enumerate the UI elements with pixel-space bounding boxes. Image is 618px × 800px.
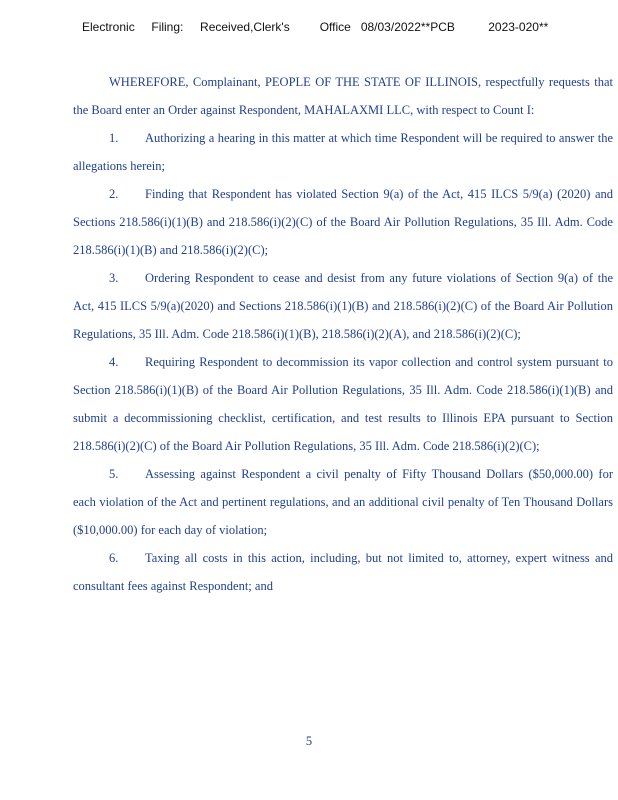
wherefore-paragraph: WHEREFORE, Complainant, PEOPLE OF THE STATE OF ILLINOIS, respectfully requests that the Board enter an Order against Respondent, MAHALAXMI LLC, with respect to Count I: bbox=[73, 75, 613, 117]
filing-stamp-header: Electronic Filing: Received,Clerk's Office 08/03/2022**PCB 2023-020** bbox=[82, 20, 549, 34]
item-text: Authorizing a hearing in this matter at which time Respondent will be required to answer the allegations herein; bbox=[73, 131, 613, 173]
prayer-item-2 bbox=[73, 180, 613, 264]
item-number: 5. bbox=[109, 467, 119, 481]
item-text: Taxing all costs in this action, including, but not limited to, attorney, expert witness and consultant fees against Respondent; and bbox=[73, 551, 613, 593]
item-text: Requiring Respondent to decommission its vapor collection and control system pursuant to Section 218.586(i)(1)(B) of the Board Air Pollution Regulations, 35 Ill. Adm. Code 218.586(i)(1)(B) and submit a decommissioning checklist, certification, and test results to Illinois EPA pursuant to Section 218.586(i)(2)(C) of the Board Air Pollution Regulations, 35 Ill. Adm. Code 218.586(i)(2)(C); bbox=[73, 355, 613, 453]
item-number: 3. bbox=[109, 271, 119, 285]
prayer-item-4 bbox=[73, 348, 613, 460]
prayer-item-6 bbox=[73, 544, 613, 600]
page-number: 5 bbox=[305, 734, 313, 748]
prayer-item-1 bbox=[73, 124, 613, 180]
item-text: Assessing against Respondent a civil penalty of Fifty Thousand Dollars ($50,000.00) for each violation of the Act and pertinent regulations, and an additional civil penalty of Ten Thousand Dollars ($10,000.00) for each day of violation; bbox=[73, 467, 613, 537]
item-number: 2. bbox=[109, 187, 119, 201]
item-number: 1. bbox=[109, 131, 119, 145]
document-body bbox=[73, 68, 613, 600]
item-number: 4. bbox=[109, 355, 119, 369]
prayer-item-3 bbox=[73, 264, 613, 348]
item-number: 6. bbox=[109, 551, 119, 565]
item-text: Ordering Respondent to cease and desist from any future violations of Section 9(a) of the Act, 415 ILCS 5/9(a)(2020) and Sections 218.586(i)(1)(B) and 218.586(i)(2)(C) of the Board Air Pollution Regulations, 35 Ill. Adm. Code 218.586(i)(1)(B), 218.586(i)(2)(A), and 218.586(i)(2)(C); bbox=[73, 271, 613, 341]
item-text: Finding that Respondent has violated Section 9(a) of the Act, 415 ILCS 5/9(a) (2020) and Sections 218.586(i)(1)(B) and 218.586(i)(2)(C) of the Board Air Pollution Regulations, 35 Ill. Adm. Code 218.586(i)(1)(B) and 218.586(i)(2)(C); bbox=[73, 187, 613, 257]
prayer-item-5 bbox=[73, 460, 613, 544]
